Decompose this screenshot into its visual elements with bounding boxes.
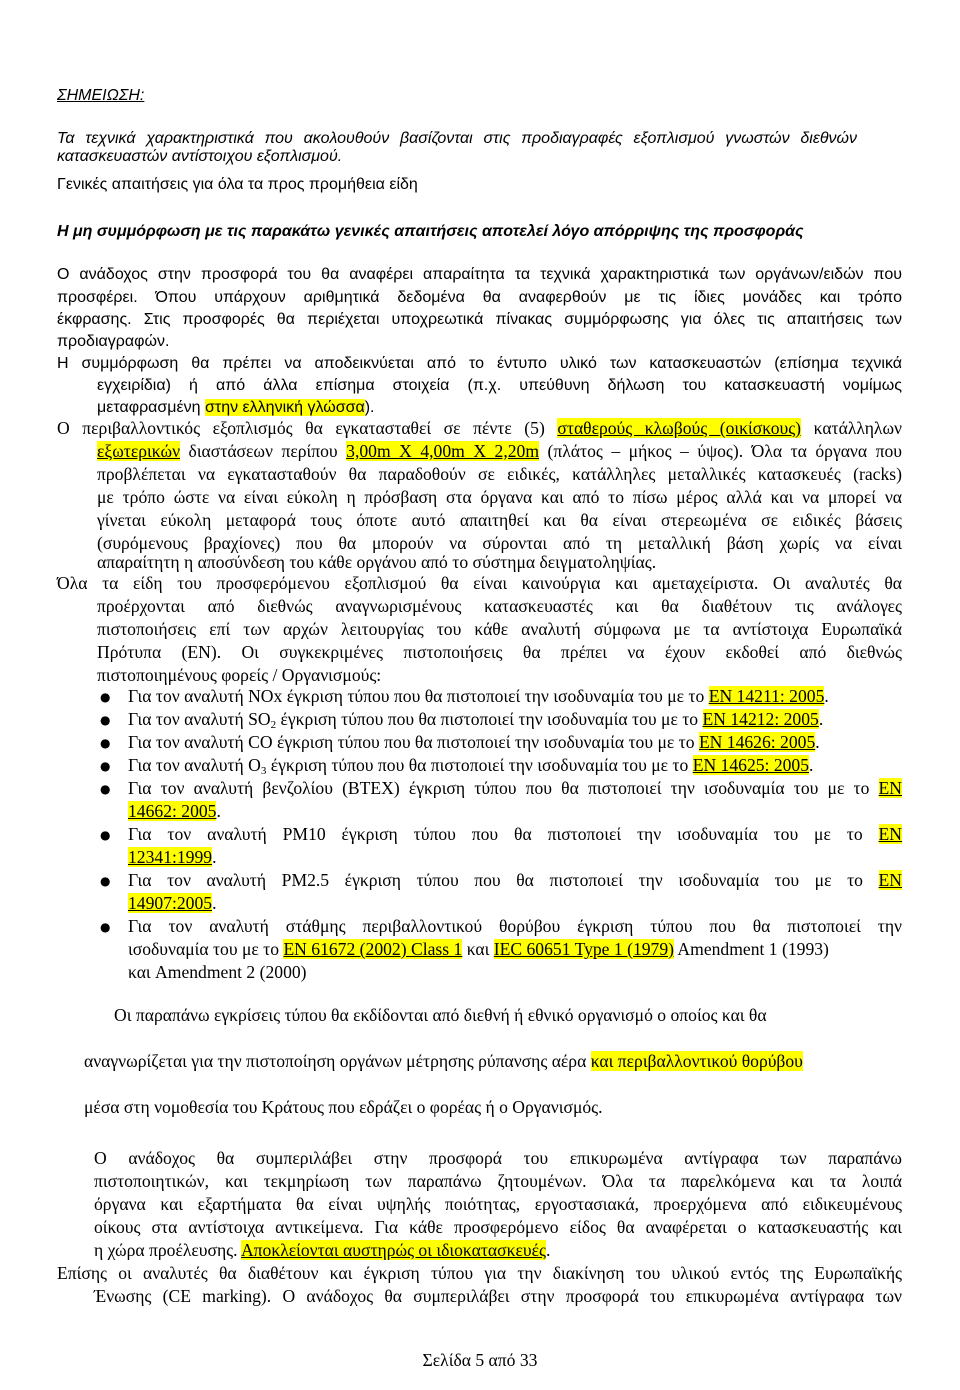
paragraph-line: προέρχονται από διεθνώς αναγνωρισμένους κατασκευαστές και θα διαθέτουν τις ανάλογες: [97, 596, 902, 616]
subscript: 2: [270, 719, 277, 731]
highlighted-text: εξωτερικών: [97, 441, 181, 461]
bullet-icon: ●: [100, 736, 111, 750]
paragraph-line: [97, 441, 902, 462]
text-run: Ο περιβαλλοντικός εξοπλισμός θα εγκατασταθεί σε πέντε (5): [57, 418, 558, 438]
subscript: 3: [260, 765, 267, 777]
paragraph-line: (συρόμενους βραχίονες) που θα μπορούν να σύρονται από τη μεταλλική βάση χωρίς να είναι: [97, 533, 902, 553]
list-item-continuation: [128, 939, 829, 960]
text-run: Για τον αναλυτή PM2.5 έγκριση τύπου που θα πιστοποιεί την ισοδυναμία του με το: [128, 870, 879, 890]
page-number: Σελίδα 5 από 33: [422, 1350, 538, 1370]
text-run: ).: [364, 399, 375, 416]
highlighted-text: EN: [878, 824, 902, 844]
text-run: διαστάσεων περίπου: [180, 441, 347, 461]
list-item-continuation: [128, 801, 221, 822]
text-run: .: [818, 709, 824, 729]
paragraph-line: πιστοποιήσεις επί των αρχών λειτουργίας του κάθε αναλυτή σύμφωνα με τα αντίστοιχα Ευρωπαϊκά: [97, 619, 902, 639]
text-run: Amendment 1 (1993): [674, 939, 829, 959]
paragraph-line: όργανα και εξαρτήματα θα είναι υψηλής ποιότητας, εργοστασιακά, προερχόμενα από ειδικευμένους: [94, 1194, 902, 1214]
list-item: [128, 709, 823, 730]
text-run: έγκριση τύπου που θα πιστοποιεί την ισοδυναμία του με το: [266, 755, 693, 775]
text-run: η χώρα προέλευσης.: [94, 1240, 241, 1260]
paragraph-line: προβλέπεται να εγκατασταθούν θα παραδοθούν σε ειδικές, κατάλληλες μεταλλικές κατασκευές (racks): [97, 464, 902, 484]
bullet-icon: ●: [100, 828, 111, 842]
text-run: και: [462, 939, 494, 959]
text-run: .: [216, 801, 221, 821]
bullet-icon: ●: [100, 920, 111, 934]
paragraph-line: οίκους στα αντίστοιχα αντικείμενα. Για κάθε προσφερόμενο είδος θα αναφέρεται ο κατασκευαστής και: [94, 1217, 902, 1237]
text-run: .: [212, 893, 217, 913]
text-run: μεταφρασμένη: [97, 399, 205, 416]
highlighted-text: Αποκλείονται αυστηρώς οι ιδιοκατασκευές: [240, 1240, 546, 1260]
highlighted-text: EN 14626: 2005: [698, 732, 816, 752]
rejection-statement: Η μη συμμόρφωση με τις παρακάτω γενικές απαιτήσεις αποτελεί λόγο απόρριψης της προσφοράς: [57, 223, 804, 240]
text-run: Για τον αναλυτή NOx έγκριση τύπου που θα πιστοποιεί την ισοδυναμία του με το: [128, 686, 709, 706]
paragraph-line: Ο ανάδοχος θα συμπεριλάβει στην προσφορά του επικυρωμένα αντίγραφα των παραπάνω: [94, 1148, 902, 1168]
list-item: Για τον αναλυτή στάθμης περιβαλλοντικού θορύβου έγκριση τύπου που θα πιστοποιεί την: [128, 916, 902, 936]
paragraph-line: προδιαγραφών.: [57, 333, 170, 350]
list-item: [128, 870, 902, 891]
highlighted-text: 14907:2005: [128, 893, 213, 913]
bullet-icon: ●: [100, 690, 111, 704]
highlighted-text: 14662: 2005: [128, 801, 217, 821]
paragraph-line: [94, 1240, 550, 1261]
list-item-continuation: [128, 893, 216, 914]
paragraph-line: [84, 1051, 803, 1072]
note-text-line: Τα τεχνικά χαρακτηριστικά που ακολουθούν βασίζονται στις προδιαγραφές εξοπλισμού γνωστών διεθνών: [57, 130, 857, 147]
general-heading: Γενικές απαιτήσεις για όλα τα προς προμήθεια είδη: [57, 176, 418, 193]
note-text-line: κατασκευαστών αντίστοιχου εξοπλισμού.: [57, 148, 343, 165]
note-heading: ΣΗΜΕΙΩΣΗ:: [57, 87, 145, 104]
bullet-icon: ●: [100, 713, 111, 727]
bullet-icon: ●: [100, 759, 111, 773]
text-run: .: [824, 686, 829, 706]
highlighted-text: EN 14212: 2005: [702, 709, 819, 729]
paragraph-line: μέσα στη νομοθεσία του Κράτους που εδράζει ο φορέας ή ο Οργανισμός.: [84, 1097, 603, 1117]
text-run: Για τον αναλυτή βενζολίου (BTEX) έγκριση τύπου που θα πιστοποιεί την ισοδυναμία του με το: [128, 778, 879, 798]
text-run: κατάλληλων: [801, 418, 902, 438]
list-item: [128, 732, 820, 753]
bullet-icon: ●: [100, 874, 111, 888]
highlighted-text: σταθερούς κλωβούς (οικίσκους): [557, 418, 802, 438]
list-item: [128, 824, 902, 845]
paragraph-line: εγχειρίδια) ή από άλλα επίσημα στοιχεία (π.χ. υπεύθυνη δήλωση του κατασκευαστή νομίμως: [97, 377, 902, 394]
highlighted-text: EN 14211: 2005: [708, 686, 825, 706]
text-run: αναγνωρίζεται για την πιστοποίηση οργάνων μέτρησης ρύπανσης αέρα: [84, 1051, 591, 1071]
list-item: [128, 755, 813, 776]
highlighted-text: 12341:1999: [128, 847, 213, 867]
paragraph-line: προσφέρει. Όπου υπάρχουν αριθμητικά δεδομένα θα αναφερθούν με τις ίδιες μονάδες και τρόπο: [57, 289, 902, 306]
highlighted-text: EN 14625: 2005: [692, 755, 810, 775]
highlighted-text: και περιβαλλοντικού θορύβου: [590, 1051, 803, 1071]
bullet-icon: ●: [100, 782, 111, 796]
paragraph-line: Όλα τα είδη του προσφερόμενου εξοπλισμού θα είναι καινούργια και αμεταχείριστα. Οι αναλυτές θα: [57, 573, 902, 593]
highlighted-text: EN 61672 (2002) Class 1: [283, 939, 463, 959]
text-run: Για τον αναλυτή O: [128, 755, 261, 775]
paragraph-line: Επίσης οι αναλυτές θα διαθέτουν και έγκριση τύπου για την διακίνηση του υλικού εντός της Ευρωπαϊκής: [57, 1263, 902, 1283]
paragraph-line: [57, 418, 902, 439]
highlighted-text: EN: [878, 778, 902, 798]
paragraph-line: Πρότυπα (ΕΝ). Οι συγκεκριμένες πιστοποιήσεις θα πρέπει να έχουν εκδοθεί από διεθνώς: [97, 642, 902, 662]
paragraph-line: [97, 399, 375, 417]
paragraph-line: Οι παραπάνω εγκρίσεις τύπου θα εκδίδονται από διεθνή ή εθνικό οργανισμό ο οποίος και θα: [114, 1005, 767, 1025]
paragraph-line: Ο ανάδοχος στην προσφορά του θα αναφέρει απαραίτητα τα τεχνικά χαρακτηριστικά των οργάνων/ειδών που: [57, 266, 902, 283]
paragraph-line: πιστοποιημένους φορείς / Οργανισμούς:: [97, 665, 382, 685]
text-run: έγκριση τύπου που θα πιστοποιεί την ισοδυναμία του με το: [276, 709, 703, 729]
text-run: (πλάτος – μήκος – ύψος). Όλα τα όργανα που: [539, 441, 903, 461]
paragraph-line: γίνεται εύκολη μεταφορά τους όποτε αυτό απαιτηθεί και θα είναι στερεωμένα σε ειδικές βάσεις: [97, 510, 902, 530]
text-run: Για τον αναλυτή SO: [128, 709, 271, 729]
highlighted-text: 3,00m X 4,00m X 2,20m: [346, 441, 540, 461]
text-run: Για τον αναλυτή CO έγκριση τύπου που θα πιστοποιεί την ισοδυναμία του με το: [128, 732, 699, 752]
highlighted-text: IEC 60651 Type 1 (1979): [493, 939, 674, 959]
text-run: .: [815, 732, 820, 752]
highlighted-text: EN: [878, 870, 902, 890]
paragraph-line: απαραίτητη η αποσύνδεση του κάθε οργάνου από το σύστημα δειγματοληψίας.: [97, 552, 657, 572]
paragraph-line: έκφρασης. Στις προσφορές θα περιέχεται υποχρεωτικά πίνακας συμμόρφωσης για όλες τις απαιτήσεις των: [57, 311, 902, 328]
list-item-continuation: [128, 847, 216, 868]
text-run: .: [809, 755, 814, 775]
paragraph-line: Ένωσης (CE marking). Ο ανάδοχος θα συμπεριλάβει στην προσφορά του επικυρωμένα αντίγραφα των: [94, 1286, 902, 1306]
list-item: [128, 686, 829, 707]
list-item: [128, 778, 902, 799]
paragraph-line: πιστοποιητικών, και τεκμηρίωση των παραπάνω ζητουμένων. Όλα τα παρελκόμενα και τα λοιπά: [94, 1171, 902, 1191]
text-run: .: [545, 1240, 551, 1260]
text-run: Για τον αναλυτή PM10 έγκριση τύπου που θα πιστοποιεί την ισοδυναμία του με το: [128, 824, 879, 844]
text-run: .: [212, 847, 217, 867]
text-run: ισοδυναμία του με το: [128, 939, 284, 959]
highlighted-text: στην ελληνική γλώσσα: [205, 399, 365, 416]
paragraph-line: με τρόπο ώστε να είναι εύκολη η πρόσβαση στα όργανα και από το πίσω μέρος αλλά και να μπορεί να: [97, 487, 902, 507]
list-item-continuation: και Amendment 2 (2000): [128, 962, 307, 982]
paragraph-line: Η συμμόρφωση θα πρέπει να αποδεικνύεται από το έντυπο υλικό των κατασκευαστών (επίσημα τεχνικά: [57, 355, 902, 372]
